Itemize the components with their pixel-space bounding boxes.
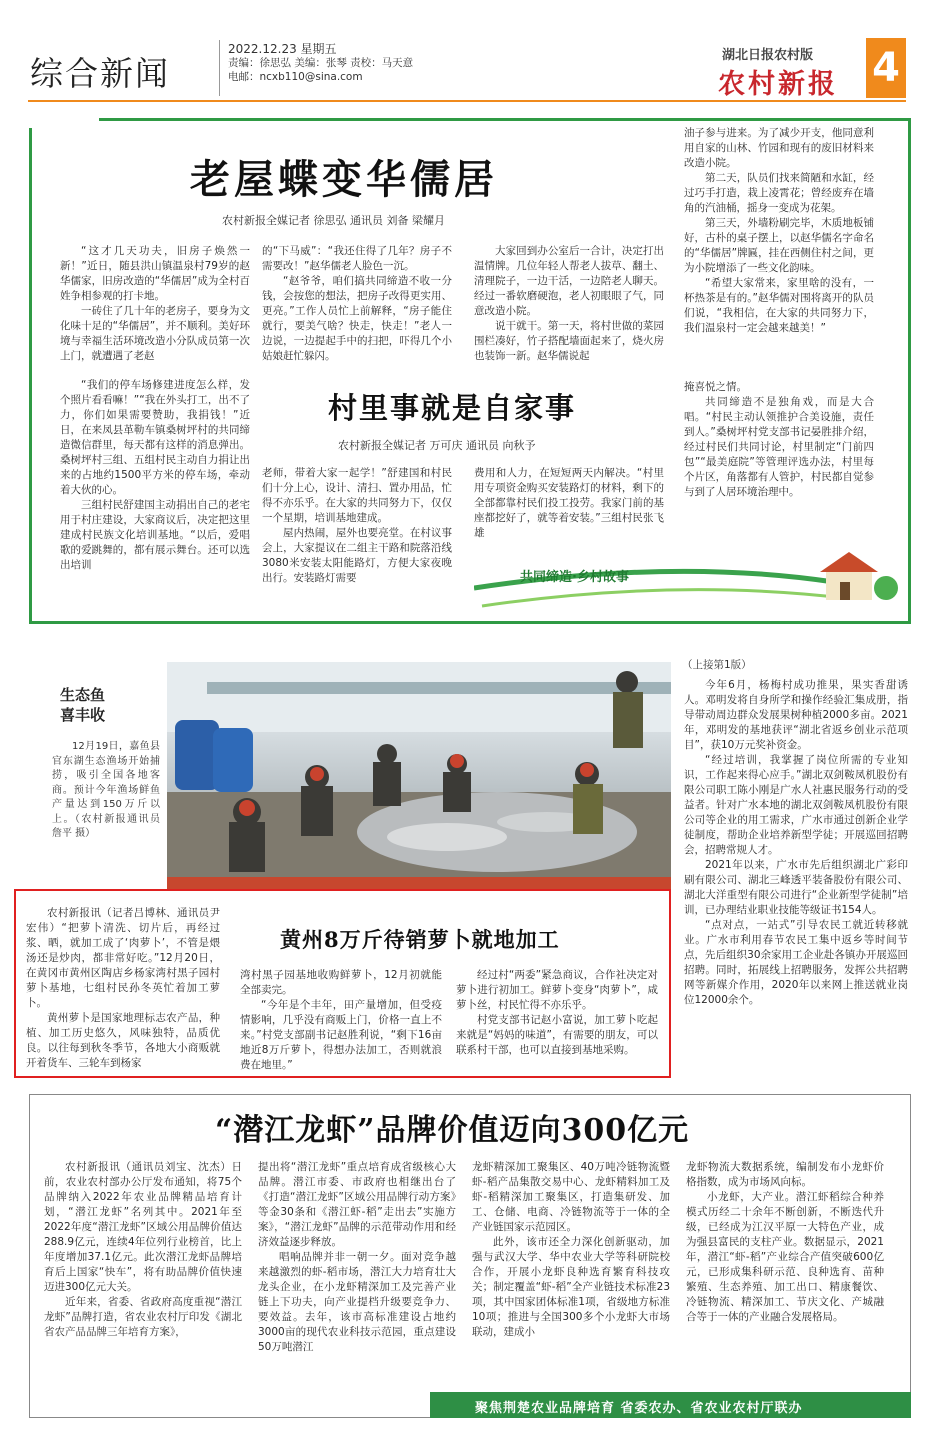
paragraph: 三组村民舒建国主动捐出自己的老宅用于村庄建设，大家商议后，决定把这里建成村民族文化培训基地。“以后，爱唱歌的爱跳舞的，都有展示舞台。还可以选出培训 [60,499,250,571]
article-column [26,906,220,1072]
paragraph: 的“下马威”：“我还住得了几年？房子不需要改！”赵华儒老人脸色一沉。 [262,245,452,272]
article-column [60,244,250,370]
paragraph: 第二天，队员们找来简陋和水缸，经过巧手打造，栽上凌霄花；曾经废弃在墙角的汽油桶，摇身一变成为花架。 [684,172,874,214]
paper-logo: 农村新报 [718,69,838,100]
paragraph: 大家回到办公室后一合计，决定打出温情牌。几位年轻人帮老人拔草、翻土、清理院子，一边干活，一边陪老人聊天。经过一番软磨硬泡，老人初眼眼了气，同意改造小院。 [474,245,664,317]
paragraph: 近年来，省委、省政府高度重视“潜江龙虾”品牌打造，省农业农村厅印发《湖北省农产品品牌三年培育方案》， [44,1296,242,1338]
article-column [60,378,250,610]
paragraph: 村党支部书记赵小富说，加工萝卜吃起来就是“妈妈的味道”，有需要的朋友，可以联系村干部，也可以直接到基地采购。 [456,1014,658,1056]
article-column [258,1160,456,1388]
paragraph: 说干就干。第一天，将村世做的菜园围栏凑好，竹子搭配墙面起来了，烧火房也装饰一新。赵华儒说起 [474,320,664,362]
paragraph: 龙虾物流大数据系统，编制发布小龙虾价格指数，成为市场风向标。 [686,1161,884,1188]
paragraph: 黄州萝卜是国家地理标志农产品，种植、加工历史悠久，风味独特，品质优良。以往每到秋冬季节，各地大小商贩就开着货车、三轮车到杨家 [26,1012,220,1069]
fish-harvest-photo [167,662,671,895]
article-column [686,1160,884,1388]
article-column [456,968,658,1072]
editor-email: 电邮：ncxb110@sina.com [228,71,363,83]
paragraph: 油子参与进来。为了减少开支，他同意利用自家的山林、竹园和现有的废旧材料来改造小院。 [684,127,874,169]
paragraph: 共同缔造不是独角戏，而是大合唱。“村民主动认领推护合美设施，责任到人。”桑树坪村党支部书记晏胜排介绍，经过村民们共同讨论，村里制定“门前四包”“最美庭院”等管理评选办法，村里每个片区，角落都有人管护，村民都自觉参与到了人居环境治理中。 [684,396,874,498]
article-title: 老屋蝶变华儒居 [190,156,498,203]
paragraph: “这才几天功夫，旧房子焕然一新！”近日，随县洪山镇温泉村79岁的赵华儒家，旧房改造的“华儒居”成为全村百姓争相参观的打卡地。 [60,245,250,302]
footer-banner-text: 聚焦荆楚农业品牌培育 省委农办、省农业农村厅联办 [475,1401,803,1416]
paragraph: 掩喜悦之情。 [684,381,747,393]
header-meta [228,42,413,84]
paragraph: 提出将“潜江龙虾”重点培育成省级核心大品牌。潜江市委、市政府也相继出台了《打造“潜江龙虾”区域公用品牌行动方案》等金30条和《潜江虾-稻”走出去”实施方案》，“潜江龙虾”品牌的示范带动作用和经济效益逐步释放。 [258,1161,456,1248]
article-column [262,466,452,608]
issue-date: 2022.12.23 星期五 [228,42,337,56]
column-slogan: 共同缔造·乡村故事 [520,570,629,585]
article-column [262,244,452,370]
article-column [472,1160,670,1388]
paragraph: “我们的停车场修建进度怎么样，发个照片看看嘛！”“我在外头打工，出不了力，你们如果需要赞助，我捐钱！”近日，在来凤县革勒车镇桑树坪村的共同缔造微信群里，每天都有这样的消息弹出。桑树坪村三组、五组村民主动自力捐让出来的占地约1500平方米的停车场，牵动着大伙的心。 [60,379,250,496]
paragraph: 此外，该市还全力深化创新驱动，加强与武汉大学、华中农业大学等科研院校合作，开展小龙虾良种选育繁育科技攻关；制定覆盖“虾-稻”全产业链技术标准23项，其中国家团体标准1项，省级地方标准10项；推进与全国300多个小龙虾大市场联动，建成小 [472,1236,670,1338]
section-title: 综合新闻 [30,54,170,93]
paragraph: “希望大家常来，家里啥的没有，一杯热茶是有的。”赵华儒对围将离开的队员们说，“我相信，在大家的共同努力下，我们温泉村一定会越来越美！” [684,277,874,334]
paragraph: “今年是个丰年，田产量增加，但受疫情影响，几乎没有商贩上门，价格一直上不来。”村党支部副书记赵胜利说，“剩下16亩地近8万斤萝卜，得想办法加工，否则就浪费在地里。” [240,999,442,1071]
frame-corner-gap [29,118,99,128]
article-column [44,1160,242,1388]
paragraph: 费用和人力，在短短两天内解决。“村里用专项资金购买安装路灯的材料，剩下的全部都靠村民们投工投劳。我家门前的基座都挖好了，就等着安装。”三组村民张飞雄 [474,467,664,539]
paragraph: 唱响品牌并非一朝一夕。面对竞争越来越激烈的虾-稻市场，潜江大力培育壮大龙头企业，在小龙虾精深加工及完善产业链上下功夫，向产业提档升级要竞争力、要效益。去年，该市高标准建设占地约3000亩的现代农业科技示范园，重点建设50万吨潜江 [258,1251,456,1353]
paragraph: 龙虾精深加工聚集区、40万吨冷链物流暨虾-稻产品集散交易中心、龙虾精料加工及虾-稻精深加工聚集区，打造集研发、加工、仓储、电商、冷链物流等于一体的全产业链国家示范园区。 [472,1161,670,1233]
paragraph: 第三天，外墙粉刷完毕，木质地板铺好，古朴的桌子摆上，以赵华儒名字命名的“华儒居”牌匾，挂在西侧住村之间，更为小院增添了一些文化韵味。 [684,217,874,274]
paragraph: 2021年以来，广水市先后组织湖北广彩印刷有限公司、湖北三峰透平装备股份有限公司、湖北大洋重型有限公司进行“企业新型学徒制”培训，已办理结业职业技能等级证书154人。 [684,859,908,916]
house-icon [820,552,898,600]
photo-caption: 12月19日，嘉鱼县官东湖生态渔场开始捕捞，吸引全国各地客商。预计今年渔场鲜鱼产量达到150万斤以上。（农村新报通讯员 詹平 摄） [52,741,160,839]
paragraph: 经过村“两委”紧急商议，合作社决定对萝卜进行初加工。鲜萝卜变身“肉萝卜”，咸萝卜丝，村民忙得不亦乐乎。 [456,969,658,1011]
paragraph: 小龙虾，大产业。潜江虾稻综合种养模式历经二十余年不断创新，不断迭代升级，已经成为江汉平原一大特色产业，成为强县富民的支柱产业。数据显示，2021年，潜江“虾-稻”产业综合产值突破600亿元，已形成集科研示范、良种选育、苗种繁殖、生态养殖、加工出口、精康餐饮、冷链物流、精深加工、节庆文化、产城融合等于一体的产业融合发展格局。 [686,1191,884,1323]
photo-headline: 生态鱼 喜丰收 [60,686,106,724]
article-column [684,380,874,552]
article-byline: 农村新报全媒记者 徐思弘 通讯员 刘备 梁耀月 [222,214,445,227]
paragraph: 湾村黑子园基地收购鲜萝卜，12月初就能全部卖完。 [240,969,442,996]
article-title: 黄州8万斤待销萝卜就地加工 [280,927,560,952]
continued-tag: （上接第1版） [682,659,752,671]
header-divider [219,40,220,96]
paragraph: 一砖住了几十年的老房子，要身为文化味十足的“华儒居”，并不顺利。美好环境与幸福生活环境改造小分队成员第一次上门，就遭遇了老赵 [60,305,250,362]
paragraph: “赵爷爷，咱们搞共同缔造不收一分钱，会按您的想法，把房子改得更实用、更亮。”工作人员忙上前解释，“房子能住就行，要美气啥？快走，快走！”老人一边说，一边提起手中的扫把，吓得几个小姑娘赶忙躲闪。 [262,275,452,362]
editor-credits: 责编：徐思弘 美编：张琴 责校：马天意 [228,57,414,69]
article-title: 村里事就是自家事 [328,391,577,425]
article-column [240,968,442,1072]
article-column [474,466,664,542]
paragraph: 农村新报讯（记者吕博林、通讯员尹宏伟）“把萝卜清洗、切片后，再经过浆、晒，就加工成了‘肉萝卜’，不管是煨汤还是炒肉，都非常好吃。”12月20日，在黄冈市黄州区陶店乡杨家湾村黑子园村萝卜基地，七组村民孙冬英忙着加工萝卜。 [26,907,220,1009]
header-rule [28,100,906,102]
fish-harvest-illustration [167,662,671,895]
article-column [684,126,874,366]
page-number: 4 [866,38,906,98]
paragraph: 今年6月，杨梅村成功推果，果实香甜诱人。邓明发将自身所学和操作经验汇集成册，指导带动周边群众发展果树种植2000多亩。2021年，邓明发的基地获评“湖北省返乡创业示范项目”，获10万元奖补资金。 [684,679,908,751]
paragraph: “点对点，一站式”引导农民工就近转移就业。广水市利用春节农民工集中返乡等时间节点，先后组织30余家用工企业赴各镇办开展巡回招聘。同时，拓展线上招聘服务，发挥公共招聘网等新媒介作用，2020年以来网上推送就业岗位12000余个。 [684,919,908,1006]
article-column [474,244,664,370]
paragraph: 老师，带着大家一起学！”舒建国和村民们十分上心，设计、清扫、置办用品，忙得不亦乐乎。在大家的共同努力下，仅仅一个星期，培训基地建成。 [262,467,452,524]
article-byline: 农村新报全媒记者 万可庆 通讯员 向秋予 [338,439,536,452]
paragraph: 屋内热闹，屋外也要亮堂。在村议事会上，大家提议在二组主干路和院落沿线3080米安装太阳能路灯，方便大家夜晚出行。安装路灯需要 [262,527,452,584]
article-title: “潜江龙虾”品牌价值迈向300亿元 [215,1113,690,1148]
paper-name: 湖北日报农村版 [722,48,814,63]
paragraph: “经过培训，我掌握了岗位所需的专业知识，工作起来得心应手。”湖北双剑鞍凤机股份有限公司职工陈小刚是广水人社惠民服务行动的受益者。针对广水本地的湖北双剑鞍凤机股份有限公司等企业的用工需求，广水市通过创新企业学徒制度，帮助企业培养新型学徒；开展巡回招聘会，招聘常规人才。 [684,754,908,856]
article-column [684,678,908,1080]
paragraph: 农村新报讯（通讯员刘宝、沈杰）日前，农业农村部办公厅发布通知，将75个品牌纳入2022年农业品牌精品培育计划，“潜江龙虾”名列其中。2021年至2022年度“潜江龙虾”区域公用品牌价值达288.9亿元，连续4年位列行业榜首，比上年度增加37.1亿元。此次潜江龙虾品牌培育后上国家“快车”，将有助品牌价值快速迈进300亿元大关。 [44,1161,242,1293]
